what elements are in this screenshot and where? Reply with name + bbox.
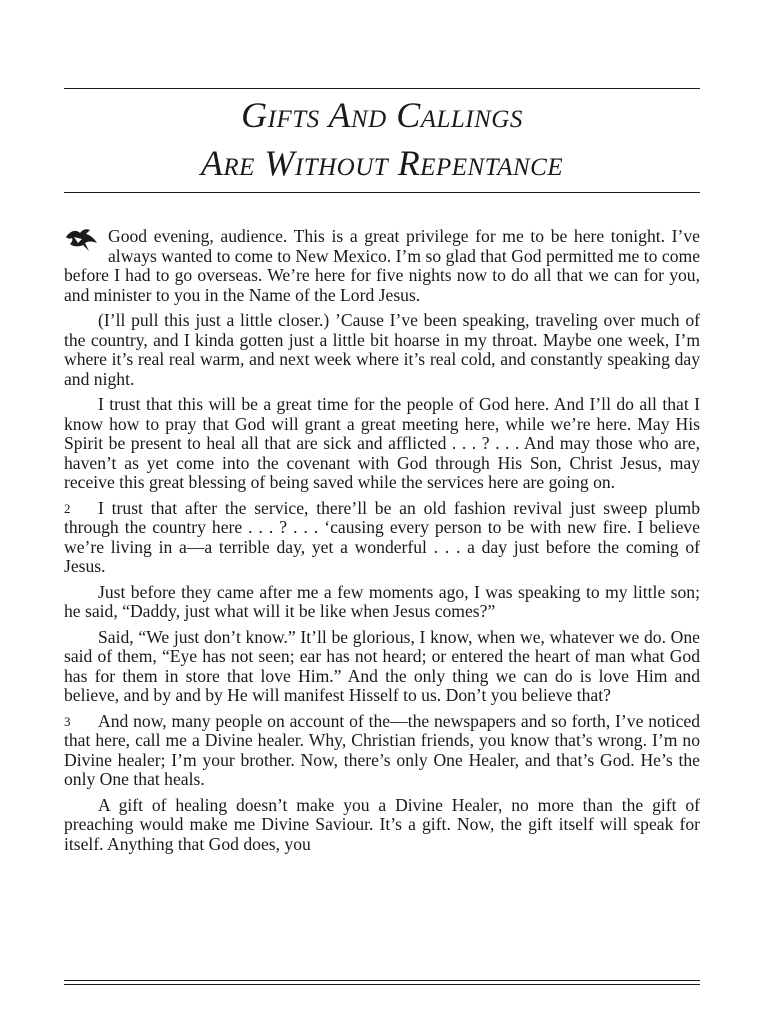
sermon-body: [64, 227, 700, 854]
paragraph-1: [64, 227, 700, 305]
paragraph-number: 3: [64, 713, 71, 729]
bottom-rule-1: [64, 980, 700, 981]
paragraph-7: [64, 712, 700, 790]
paragraph-text: (I’ll pull this just a little closer.) ’Cause I’ve been speaking, traveling over much of the country, and I kinda gotten just a little bit hoarse in my throat. Maybe one week, I’m where it’s real real warm, and next week where it’s real cold, and constantly speaking day and night.: [64, 310, 700, 389]
paragraph-text: I trust that this will be a great time for the people of God here. And I’ll do all that I know how to pray that God will grant a great meeting here, while we’re here. May His Spirit be present to heal all that are sick and afflicted . . . ? . . . And may those who are, haven’t as yet come into the covenant with God through His Son, Christ Jesus, may receive this great blessing of being saved while the services here are going on.: [64, 394, 700, 492]
paragraph-5: [64, 583, 700, 622]
paragraph-6: [64, 628, 700, 706]
paragraph-3: [64, 395, 700, 493]
title-line-1: Gifts And Callings: [241, 95, 523, 135]
paragraph-text: A gift of healing doesn’t make you a Divine Healer, no more than the gift of preaching would make me Divine Saviour. It’s a gift. Now, the gift itself will speak for itself. Anything that God does, you: [64, 794, 700, 854]
paragraph-4: [64, 499, 700, 577]
paragraph-8: [64, 796, 700, 855]
paragraph-text: Said, “We just don’t know.” It’ll be glorious, I know, when we, whatever we do. One said of them, “Eye has not seen; ear has not heard; or entered the heart of man what God has for them in store that love Him.” And the only thing we can do is love Him and believe, and by and by He will manifest Hisself to us. Don’t you believe that?: [64, 626, 700, 705]
paragraph-text: And now, many people on account of the—the newspapers and so forth, I’ve noticed that here, call me a Divine healer. Why, Christian friends, you know that’s wrong. I’m no Divine healer; I’m your brother. Now, there’s only One Healer, and that’s God. He’s the only One that heals.: [64, 710, 700, 789]
title-bottom-rule: [64, 192, 700, 193]
title-block: [64, 91, 700, 187]
dove-icon: [64, 227, 98, 253]
bottom-rules: [64, 980, 700, 988]
paragraph-2: [64, 311, 700, 389]
paragraph-text: Good evening, audience. This is a great privilege for me to be here tonight. I’ve always wanted to come to New Mexico. I’m so glad that God permitted me to come before I had to go overseas. We’re here for five nights now to do all that we can for you, and minister to you in the Name of the Lord Jesus.: [64, 226, 700, 305]
paragraph-text: Just before they came after me a few moments ago, I was speaking to my little son; he said, “Daddy, just what will it be like when Jesus comes?”: [64, 581, 700, 621]
title-line-2: Are Without Repentance: [200, 143, 564, 183]
paragraph-number: 2: [64, 500, 71, 516]
top-rule: [64, 88, 700, 89]
page-content: [64, 88, 700, 860]
bottom-rule-2: [64, 984, 700, 985]
paragraph-text: I trust that after the service, there’ll be an old fashion revival just sweep plumb through the country here . . . ? . . . ‘causing every person to be with new fire. I believe we’re living in a—a terrible day, yet a wonderful . . . a day just before the coming of Jesus.: [64, 497, 700, 576]
